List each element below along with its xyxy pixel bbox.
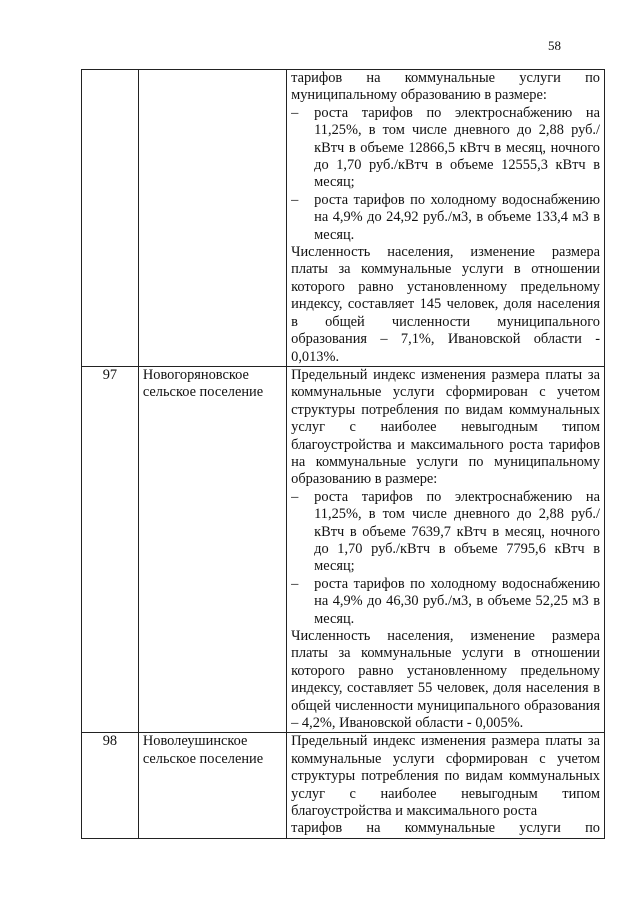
row-number: 97 [82,366,139,733]
table-row [82,366,605,733]
table-row [82,70,605,367]
municipality-name [138,733,286,838]
row-number: 98 [82,733,139,838]
list-item-text: роста тарифов по электроснабжению на 11,25%, в том числе дневного до 2,88 руб./кВтч в объеме 12866,5 кВтч в месяц, ночного до 1,70 руб./кВтч в объеме 12555,3 кВтч в месяц; [314,104,600,191]
dash-bullet: – [291,191,299,208]
index-description [287,366,605,733]
list-item [291,576,600,628]
description-line: тарифов на коммунальные услуги по [291,70,600,86]
dash-bullet: – [291,575,299,592]
description-line: тарифов на коммунальные услуги по [291,820,600,837]
municipality-name [138,70,286,367]
list-item-text: роста тарифов по холодному водоснабжению на 4,9% до 46,30 руб./м3, в объеме 52,25 м3 в месяц. [314,575,600,627]
municipality-name-line: Новолеушинское [142,733,248,750]
municipality-name-line: сельское поселение [142,384,264,401]
table-row [82,733,605,838]
municipality-name-line: сельское поселение [142,750,264,767]
dash-bullet: – [291,488,299,505]
list-item-text: роста тарифов по электроснабжению на 11,25%, в том числе дневного до 2,88 руб./кВтч в объеме 7639,7 кВтч в месяц, ночного до 1,70 руб./кВтч в объеме 7795,6 кВтч в месяц; [314,488,600,575]
page-number: 58 [548,38,561,53]
list-item [291,192,600,244]
list-item [291,105,600,192]
index-intro: Предельный индекс изменения размера платы за коммунальные услуги сформирован с учетом структуры потребления по видам коммунальных услуг с наиболее невыгодным типом благоустройства и максимального роста тарифов на коммунальные услуги по муниципальному образованию в размере: [291,366,600,488]
index-description [287,733,605,838]
index-description [287,70,605,367]
list-item [291,489,600,576]
municipal-tariff-table [81,69,605,839]
dash-bullet: – [291,104,299,121]
list-item-text: роста тарифов по холодному водоснабжению на 4,9% до 24,92 руб./м3, в объеме 133,4 м3 в месяц. [314,191,600,243]
municipality-name [138,366,286,733]
description-line: муниципальному образованию в размере: [291,87,547,104]
population-summary: Численность населения, изменение размера платы за коммунальные услуги в отношении которого равно установленному предельному индексу, составляет 55 человек, доля населения в общей численности муниципального образования – 4,2%, Ивановской области - 0,005%. [291,628,600,732]
municipality-name-line: Новогоряновское [142,366,249,383]
index-intro: Предельный индекс изменения размера платы за коммунальные услуги сформирован с учетом структуры потребления по видам коммунальных услуг с наиболее невыгодным типом благоустройства и максимального роста [291,733,600,820]
row-number [82,70,139,367]
population-summary: Численность населения, изменение размера платы за коммунальные услуги в отношении которого равно установленному предельному индексу, составляет 145 человек, доля населения в общей численности муниципального образования – 7,1%, Ивановской области - 0,013%. [291,244,600,365]
